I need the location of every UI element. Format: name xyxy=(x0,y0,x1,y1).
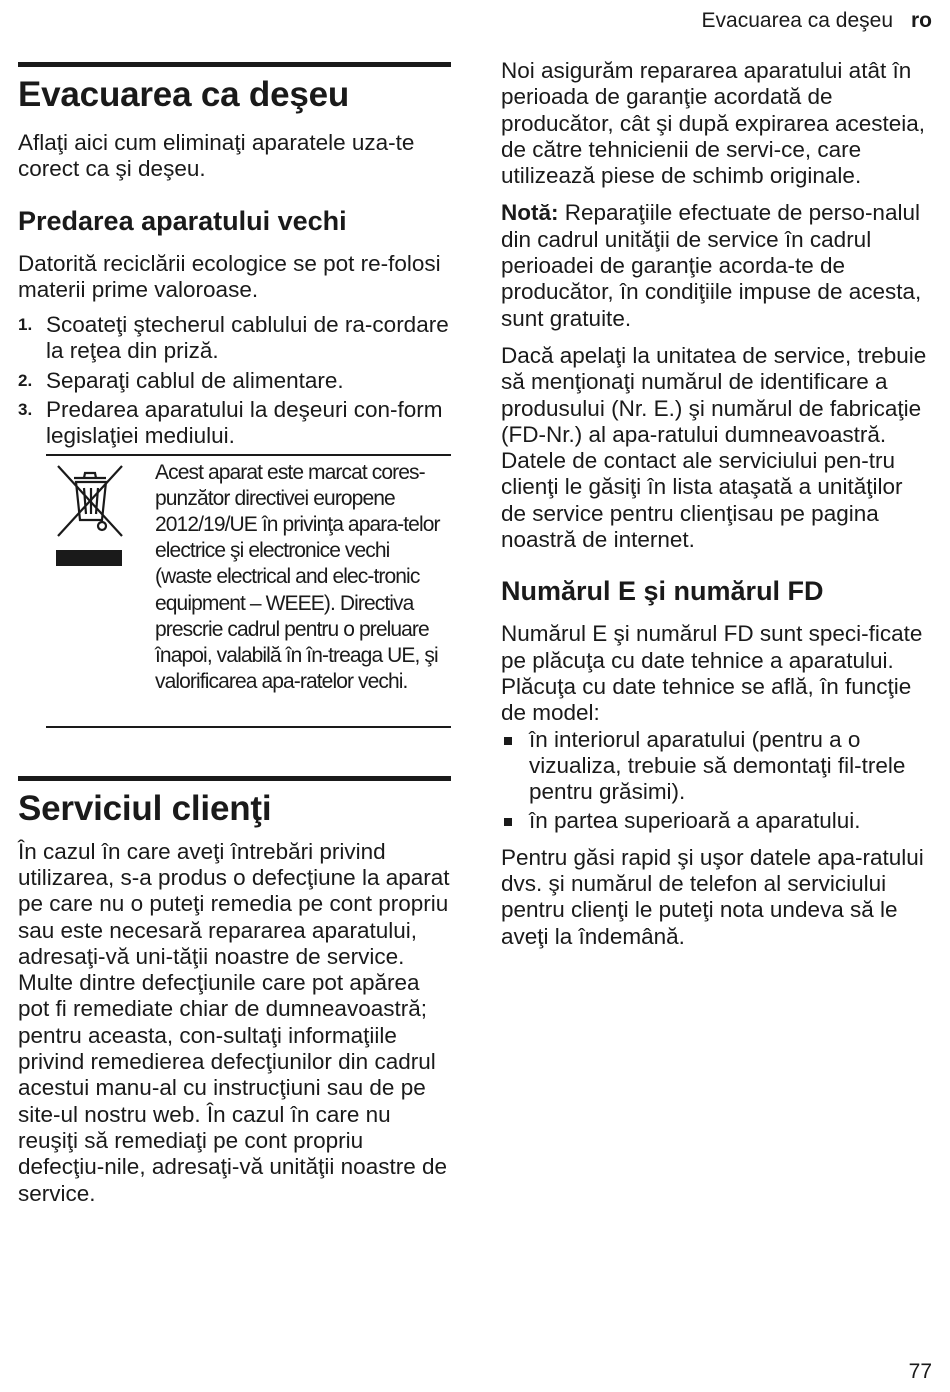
note-text: Reparaţiile efectuate de perso-nalul din cadrul unităţii de service în cadrul perioadei de garanţie acorda-te de producător, în condiţiile impuse de acesta, sunt gratuite. xyxy=(501,200,922,331)
step-text: Predarea aparatului la deşeuri con-form legislaţiei mediului. xyxy=(46,397,443,449)
running-header-title: Evacuarea ca deşeu xyxy=(701,9,893,32)
weee-notice xyxy=(46,454,451,728)
language-code: ro xyxy=(911,9,932,32)
right-column xyxy=(501,0,931,950)
step-number: 2. xyxy=(18,370,33,390)
disposal-steps xyxy=(18,312,451,449)
list-item-text: în partea superioară a aparatului. xyxy=(529,808,861,834)
note-label: Notă: xyxy=(501,200,559,226)
disposal-heading: Evacuarea ca deşeu xyxy=(18,75,350,114)
step-text: Scoateţi ştecherul cablului de ra-cordare la reţea din priză. xyxy=(46,312,449,364)
old-appliance-heading: Predarea aparatului vechi xyxy=(18,205,347,236)
step-item xyxy=(18,368,451,394)
section-rule xyxy=(18,62,451,67)
list-item-text: în interiorul aparatului (pentru a o vizualiza, trebuie să demontaţi fil-trele pentru grăsimi). xyxy=(529,726,906,805)
nameplate-locations xyxy=(501,727,931,835)
weee-note: Acest aparat este marcat cores-punzător directivei europene 2012/19/UE în privinţa apara-telor electrice şi electronice vechi (waste electrical and elec-tronic equipment – WEEE). Directiva prescrie cadrul pentru o preluare înapoi, valabilă în în-treaga UE, şi valorificarea apa-ratelor vechi. xyxy=(155,460,440,694)
left-column xyxy=(18,0,451,1207)
repair-paragraph: Noi asigurăm repararea aparatului atât în perioada de garanţie acordată de producător, cât şi după expirarea acesteia, de către tehnicienii de servi-ce, care utilizează piese de schimb originale. xyxy=(501,58,926,189)
contact-paragraph: Datele de contact ale serviciului pen-tru clienţi le găsiţi în lista ataşată a unităţilor de service pentru clienţisau pe pagina noastră de internet. xyxy=(501,448,903,553)
contact-paragraph: Dacă apelaţi la unitatea de service, trebuie să menţionaţi numărul de identificare a produsului (Nr. E.) şi numărul de fabricaţie (FD-Nr.) al apa-ratului dumneavoastră. xyxy=(501,342,927,447)
customer-service-paragraph: Multe dintre defecţiunile care pot apărea pot fi remediate chiar de dumneavoastră; pentru aceasta, con-sultaţi informaţiile privind remedierea defecţiunilor din cadrul acestui manu-al cu instrucţiuni sau de pe site-ul nostru web. În cazul în care nu reuşiţi să remediaţi pe cont propriu defecţiu-nile, adresaţi-vă unităţii noastre de service. xyxy=(18,970,447,1206)
note-paragraph xyxy=(501,200,931,331)
e-fd-paragraph: Numărul E şi numărul FD sunt speci-ficate pe plăcuţa cu date tehnice a aparatului. xyxy=(501,621,923,673)
step-text: Separaţi cablul de alimentare. xyxy=(46,367,344,393)
page-number: 77 xyxy=(908,1360,932,1383)
section-rule xyxy=(18,776,451,781)
customer-service-paragraph: În cazul în care aveţi întrebări privind utilizarea, s-a produs o defecţiune la aparat pe care nu o puteţi remedia pe cont propriu sau este necesară repararea aparatului, adresaţi-vă uni-tăţii noastre de service. xyxy=(18,838,450,969)
step-item xyxy=(18,397,451,450)
crossed-out-wheelie-bin-icon xyxy=(54,462,126,540)
weee-bar xyxy=(56,550,122,566)
customer-service-heading: Serviciul clienţi xyxy=(18,788,272,828)
e-fd-paragraph: Plăcuţa cu date tehnice se află, în funcţie de model: xyxy=(501,673,912,726)
step-item xyxy=(18,312,451,365)
e-fd-heading: Numărul E şi numărul FD xyxy=(501,576,824,607)
old-appliance-intro: Datorită reciclării ecologice se pot re-folosi materii prime valoroase. xyxy=(18,250,441,302)
bullet-square-icon xyxy=(504,818,512,826)
list-item xyxy=(501,808,931,834)
bullet-square-icon xyxy=(504,737,512,745)
step-number: 3. xyxy=(18,400,33,420)
step-number: 1. xyxy=(18,315,33,335)
e-fd-closing: Pentru găsi rapid şi uşor datele apa-ratului dvs. şi numărul de telefon al serviciului pentru clienţi le puteţi nota undeva să le aveţi la îndemână. xyxy=(501,844,924,949)
list-item xyxy=(501,727,931,806)
disposal-intro: Aflaţi aici cum eliminaţi aparatele uza-te corect ca şi deşeu. xyxy=(18,130,415,182)
